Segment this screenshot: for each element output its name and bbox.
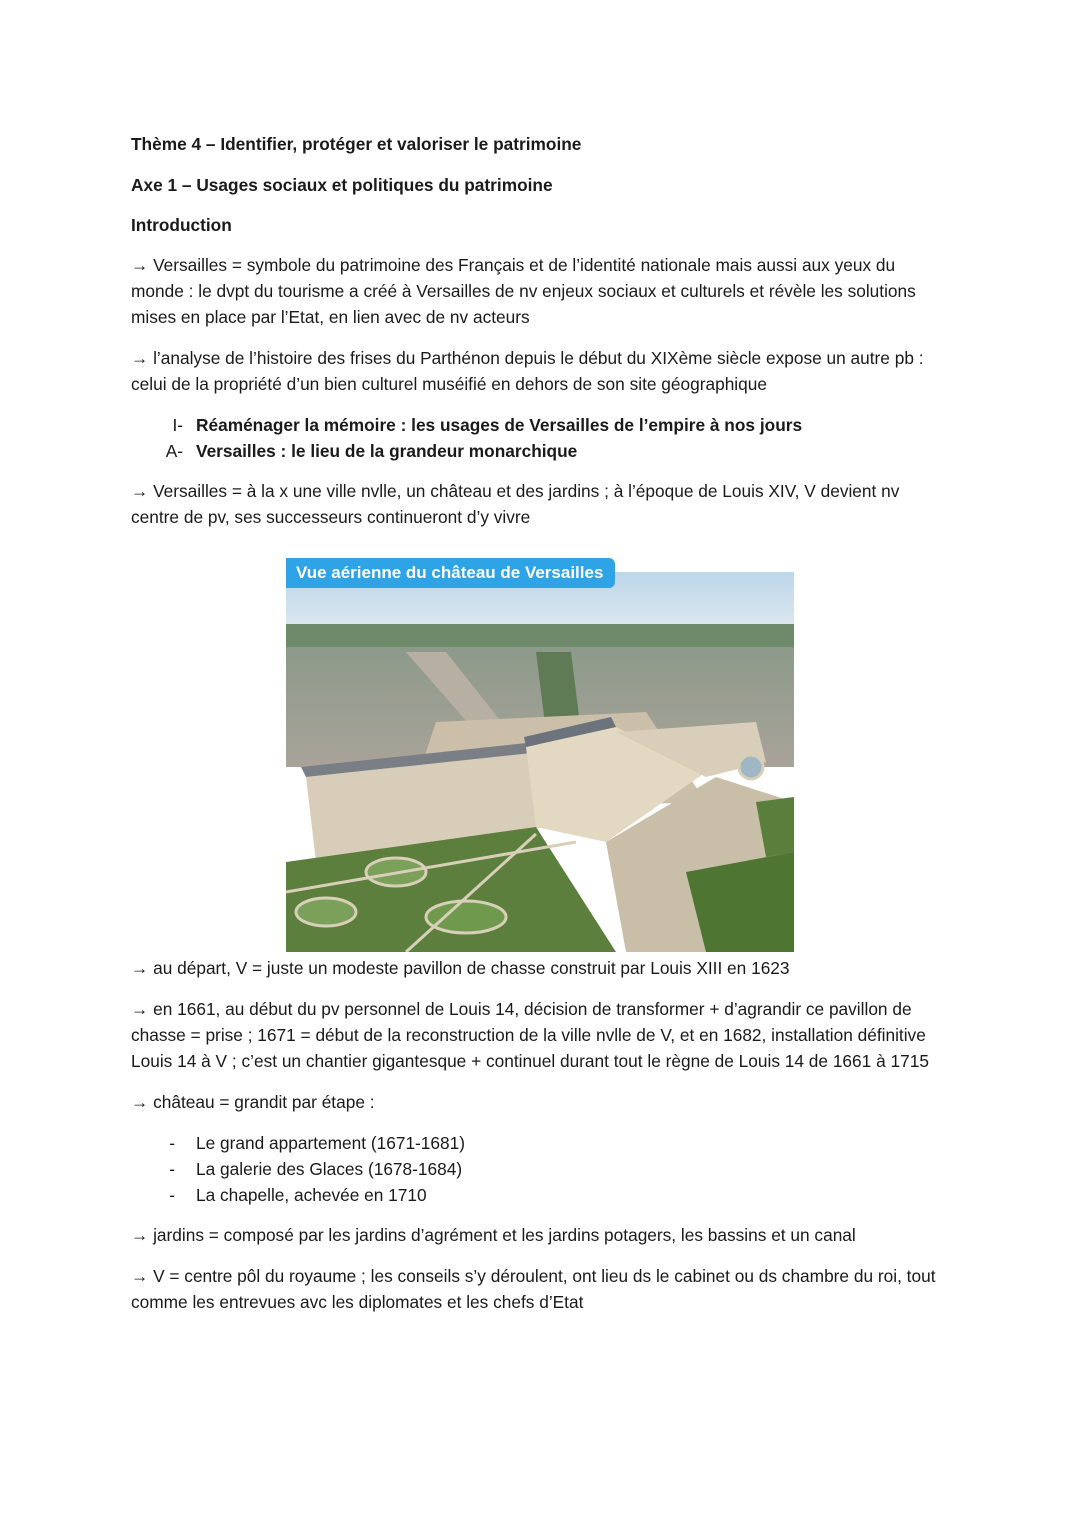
intro-heading: Introduction [131, 215, 232, 235]
paragraph-chateau: → château = grandit par étape : [131, 1092, 375, 1112]
chateau-stages-list [131, 1130, 951, 1208]
paragraph-jardins: → jardins = composé par les jardins d’agrément et les jardins potagers, les bassins et un canal [131, 1225, 856, 1245]
outline-marker: A- [165, 441, 183, 461]
versailles-figure [286, 558, 794, 952]
aerial-photo [286, 572, 794, 952]
paragraph-pavillon: → au départ, V = juste un modeste pavillon de chasse construit par Louis XIII en 1623 [131, 958, 790, 978]
intro-paragraph-2: → l’analyse de l’histoire des frises du Parthénon depuis le début du XIXème siècle expose un autre pb : celui de la propriété d’un bien culturel muséifié en dehors de son site géographique [131, 348, 924, 394]
list-item: - La chapelle, achevée en 1710 [169, 1185, 427, 1205]
outline-text: Versailles : le lieu de la grandeur monarchique [196, 441, 578, 461]
list-item: - Le grand appartement (1671-1681) [169, 1133, 466, 1153]
axe-heading: Axe 1 – Usages sociaux et politiques du patrimoine [131, 175, 553, 195]
outline-item [131, 438, 951, 464]
intro-paragraph-1: → Versailles = symbole du patrimoine des Français et de l’identité nationale mais aussi aux yeux du monde : le dvpt du tourisme a créé à Versailles de nv enjeux sociaux et culturels et révèle les solutions mises en place par l’Etat, en lien avec de nv acteurs [131, 255, 916, 327]
paragraph-before-image: → Versailles = à la x une ville nvlle, un château et des jardins ; à l’époque de Louis XIV, V devient nv centre de pv, ses successeurs continueront d’y vivre [131, 481, 900, 527]
paragraph-centre-pol: → V = centre pôl du royaume ; les conseils s’y déroulent, ont lieu ds le cabinet ou ds chambre du roi, tout comme les entrevues avc les diplomates et les chefs d’Etat [131, 1266, 936, 1312]
image-caption: Vue aérienne du château de Versailles [286, 558, 615, 588]
paragraph-1661: → en 1661, au début du pv personnel de Louis 14, décision de transformer + d’agrandir ce pavillon de chasse = prise ; 1671 = début de la reconstruction de la ville nvlle de V, et en 1682, installation définitive Louis 14 à V ; c’est un chantier gigantesque + continuel durant tout le règne de Louis 14 de 1661 à 1715 [131, 999, 929, 1071]
outline-list [131, 412, 951, 464]
outline-item [131, 412, 951, 438]
outline-marker: I- [172, 415, 183, 435]
list-item: - La galerie des Glaces (1678-1684) [169, 1159, 463, 1179]
theme-title: Thème 4 – Identifier, protéger et valoriser le patrimoine [131, 134, 582, 154]
outline-text: Réaménager la mémoire : les usages de Versailles de l’empire à nos jours [196, 415, 803, 435]
aerial-photo-illustration [286, 572, 794, 952]
